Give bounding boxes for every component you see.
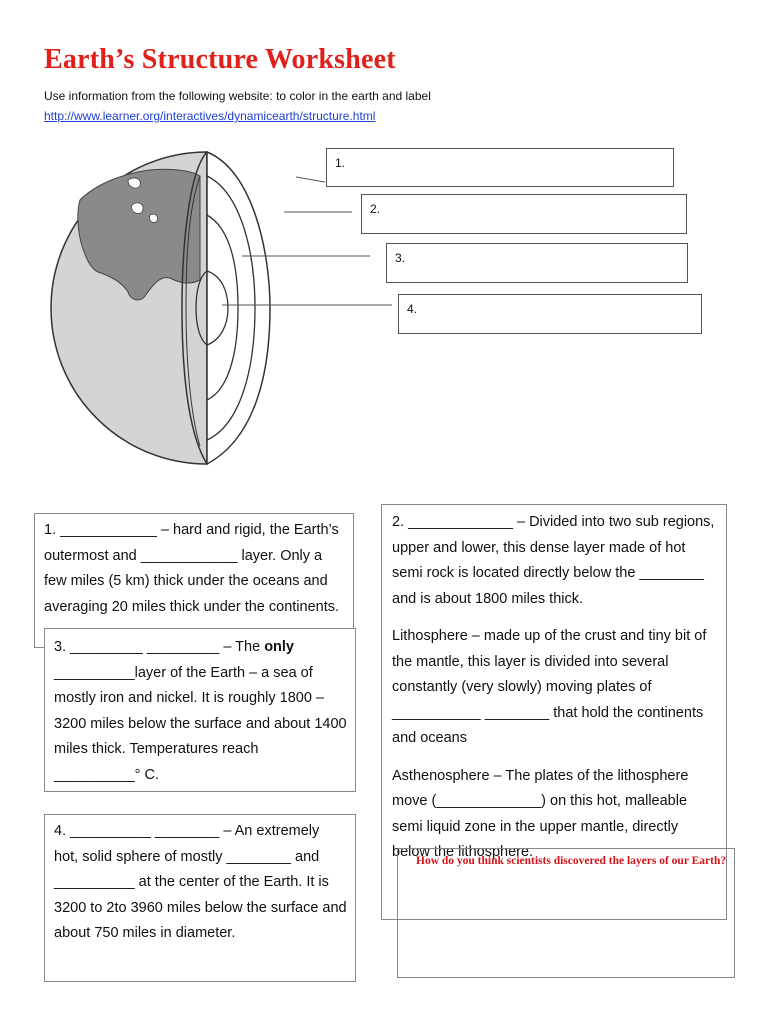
answer-box[interactable] — [397, 848, 735, 978]
outer-core-question-text: 3. _________ _________ – The only __________layer of the Earth – a sea of mostly iron and nickel. It is roughly 1800 – 3200 miles below the surface and about 1400 miles thick. Temperatures reach __________° C. — [54, 639, 347, 783]
label-number: 2. — [370, 202, 381, 216]
label-box-2[interactable] — [361, 194, 687, 234]
label-box-1[interactable] — [326, 148, 674, 187]
inner-core-question-text: 4. __________ ________ – An extremely hot, solid sphere of mostly ________ and __________ at the center of the Earth. It is 3200 to 2to 3960 miles below the surface and about 750 miles in diameter. — [54, 823, 347, 941]
mantle-question-text: 2. _____________ – Divided into two sub regions, upper and lower, this dense layer made of hot semi rock is located directly below the ________ and is about 1800 miles thick. — [392, 514, 715, 607]
label-number: 4. — [407, 302, 418, 316]
page-title: Earth’s Structure Worksheet — [44, 44, 396, 75]
label-number: 1. — [335, 156, 346, 170]
lithosphere-text: Lithosphere – made up of the crust and tiny bit of the mantle, this layer is divided into several constantly (very slowly) moving plates of ___________ ________ that hold the continents and oceans — [392, 628, 707, 746]
label-box-4[interactable] — [398, 294, 702, 334]
label-number: 3. — [395, 251, 406, 265]
crust-question-text: 1. ____________ – hard and rigid, the Earth’s outermost and ____________ layer. Only a few miles (5 km) thick under the oceans and averaging 20 miles thick under the continents. — [44, 522, 340, 615]
outer-core-question-box — [44, 628, 356, 792]
globe-cutaway-icon — [0, 140, 420, 470]
instructions-text: Use information from the following website: to color in the earth and label — [44, 89, 431, 103]
inner-core-question-box — [44, 814, 356, 982]
asthenosphere-text: Asthenosphere – The plates of the lithosphere move (_____________) on this hot, malleable semi liquid zone in the upper mantle, directly below the lithosphere. — [392, 767, 689, 860]
scientists-question: How do you think scientists discovered the layers of our Earth? — [416, 855, 727, 867]
website-link[interactable]: http://www.learner.org/interactives/dynamicearth/structure.html — [44, 109, 376, 123]
label-box-3[interactable] — [386, 243, 688, 283]
